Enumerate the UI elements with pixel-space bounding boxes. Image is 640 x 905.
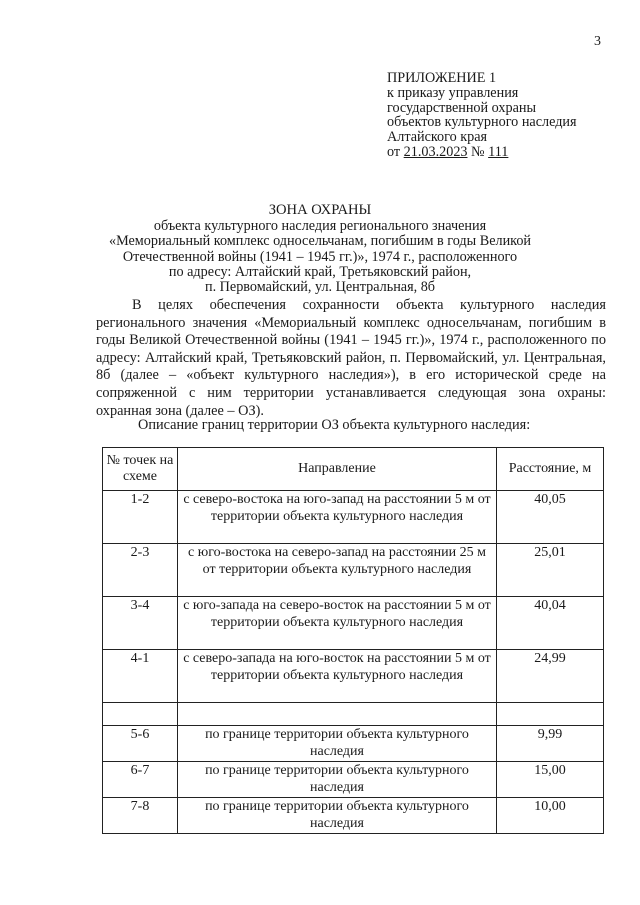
intro-paragraph: В целях обеспечения сохранности объекта культурного наследия регионального значения «Мемориальный комплекс односельчанам, погибшим в годы Великой Отечественной войны (1941 – 1945 гг.)», 1974 г., расположенного по адресу: Алтайский край, Третьяковский район, п. Первомайский, ул. Центральная, 8б (далее – «объект культурного наследия»), в его исторической среде на сопряженной с ним территории устанавливается следующая зона охраны: охранная зона (далее – ОЗ). (96, 297, 606, 419)
table-caption: Описание границ территории ОЗ объекта культурного наследия: (138, 417, 531, 433)
cell-direction: по границе территории объекта культурного наследия (178, 798, 497, 834)
zone-title: ЗОНА ОХРАНЫ (268, 202, 372, 218)
cell-distance: 15,00 (497, 762, 604, 798)
appendix-block (387, 71, 577, 160)
order-date: 21.03.2023 (403, 143, 468, 160)
appendix-line: объектов культурного наследия (387, 114, 577, 131)
table-row (103, 798, 604, 834)
cell-direction: по границе территории объекта культурного наследия (178, 726, 497, 762)
table-row-empty (103, 703, 604, 726)
cell-points: 2-3 (103, 544, 178, 597)
appendix-line: государственной охраны (387, 99, 537, 116)
page-number: 3 (594, 34, 601, 49)
cell-points: 6-7 (103, 762, 178, 798)
table-row (103, 650, 604, 703)
cell-distance: 40,05 (497, 491, 604, 544)
appendix-date-line (387, 145, 577, 160)
cell-distance (497, 703, 604, 726)
cell-points: 1-2 (103, 491, 178, 544)
heading-line: п. Первомайский, ул. Центральная, 8б (204, 279, 436, 296)
header-distance: Расстояние, м (497, 448, 604, 491)
appendix-line: Алтайского края (387, 129, 488, 146)
appendix-line: к приказу управления (387, 84, 519, 101)
table-row (103, 597, 604, 650)
boundary-table (102, 447, 604, 834)
cell-points: 4-1 (103, 650, 178, 703)
cell-points: 7-8 (103, 798, 178, 834)
table-row (103, 762, 604, 798)
table-header-row (103, 448, 604, 491)
table-row (103, 491, 604, 544)
heading-line: Отечественной войны (1941 – 1945 гг.)», 1974 г., расположенного (122, 248, 518, 265)
number-prefix: № (467, 143, 489, 160)
cell-distance: 40,04 (497, 597, 604, 650)
heading-line: по адресу: Алтайский край, Третьяковский район, (168, 263, 472, 280)
header-points: № точек на схеме (103, 448, 178, 491)
cell-direction: с юго-востока на северо-запад на расстоянии 25 м от территории объекта культурного наследия (178, 544, 497, 597)
order-number: 111 (488, 143, 509, 160)
cell-direction: с северо-востока на юго-запад на расстоянии 5 м от территории объекта культурного наследия (178, 491, 497, 544)
table-row (103, 544, 604, 597)
cell-points (103, 703, 178, 726)
date-prefix: от (387, 143, 404, 160)
heading-line: «Мемориальный комплекс односельчанам, погибшим в годы Великой (108, 233, 532, 250)
cell-distance: 24,99 (497, 650, 604, 703)
cell-direction (178, 703, 497, 726)
header-direction: Направление (178, 448, 497, 491)
heading-line: объекта культурного наследия регионального значения (153, 218, 487, 235)
cell-direction: с северо-запада на юго-восток на расстоянии 5 м от территории объекта культурного наследия (178, 650, 497, 703)
appendix-title: ПРИЛОЖЕНИЕ 1 (387, 70, 497, 86)
cell-direction: по границе территории объекта культурного наследия (178, 762, 497, 798)
cell-distance: 9,99 (497, 726, 604, 762)
table-row (103, 726, 604, 762)
cell-distance: 10,00 (497, 798, 604, 834)
cell-direction: с юго-запада на северо-восток на расстоянии 5 м от территории объекта культурного наследия (178, 597, 497, 650)
cell-distance: 25,01 (497, 544, 604, 597)
cell-points: 5-6 (103, 726, 178, 762)
zone-heading (90, 203, 550, 295)
cell-points: 3-4 (103, 597, 178, 650)
